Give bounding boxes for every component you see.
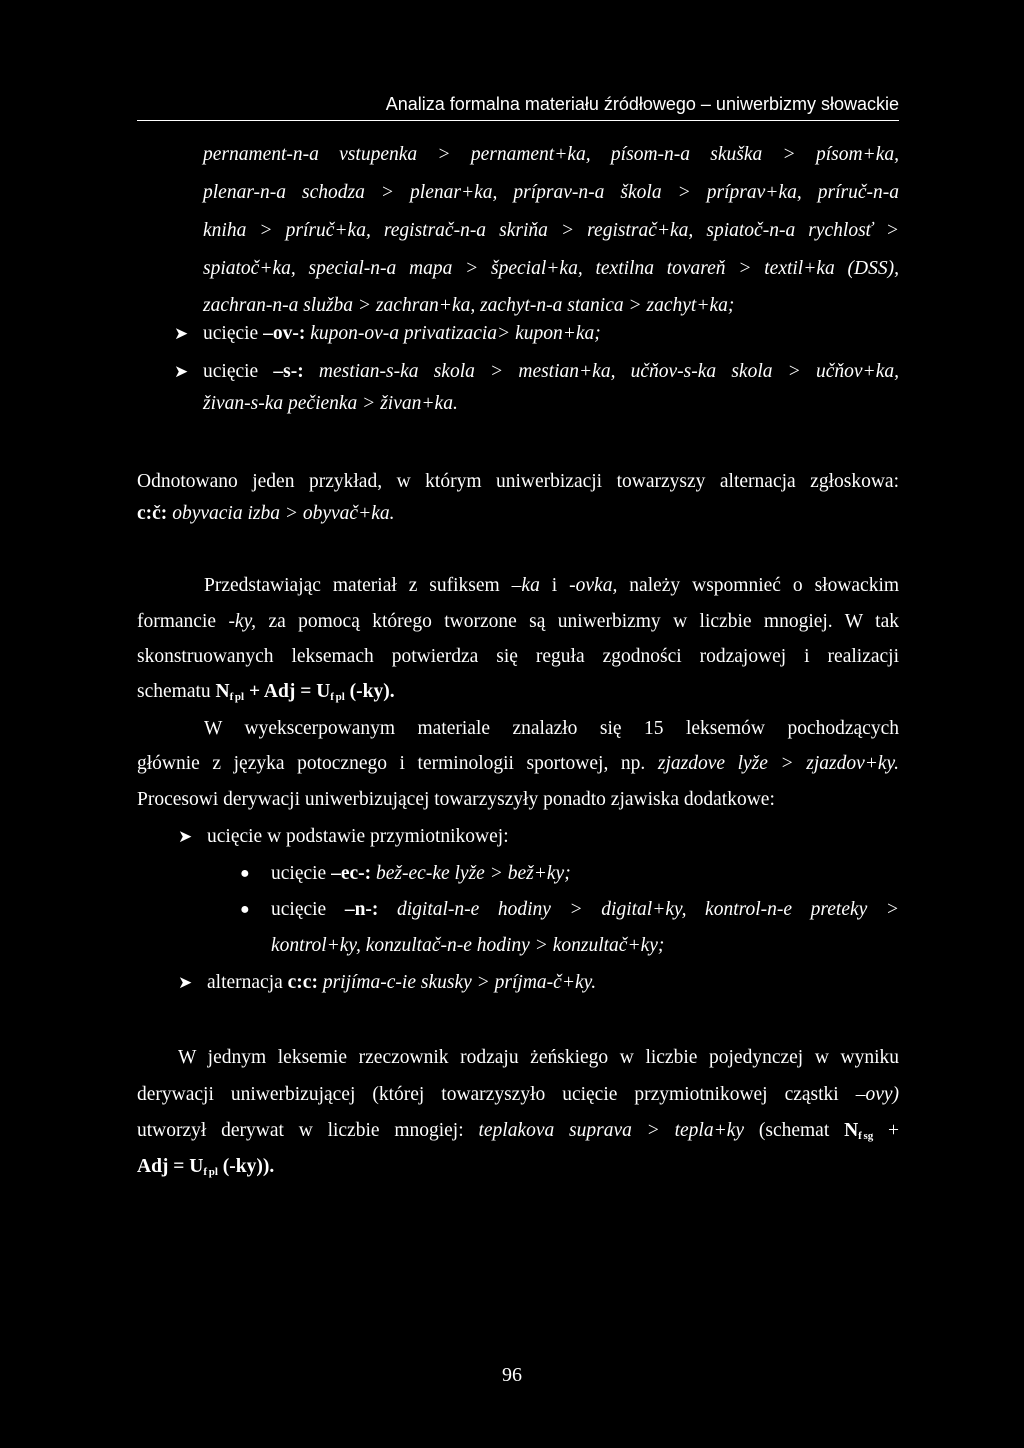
truncation-s-item <box>203 360 899 384</box>
truncation-suffix: –ec-: <box>331 863 372 884</box>
adjectival-truncation-item: ucięcie w podstawie przymiotnikowej: <box>207 826 509 847</box>
paragraph-count-line-1: W wyekscerpowanym materiale znalazło się 15 leksemów pochodzących <box>204 718 899 739</box>
truncation-example: digital-n-e hodiny > digital+ky, kontrol-n-e preteky > <box>397 899 900 920</box>
text-span: należy wspomnieć o słowackim <box>629 575 900 596</box>
schema-subscript: f <box>330 691 334 703</box>
example-line-2: plenar-n-a schodza > plenar+ka, príprav-n-a škola > príprav+ka, príruč-n-a <box>203 182 899 203</box>
example-line-3: kniha > príruč+ka, registrač-n-a skriňa > registrač+ka, spiatoč-n-a rychlosť > <box>203 220 899 241</box>
schema-subscript: sg <box>863 1130 874 1142</box>
truncation-label: ucięcie <box>271 899 327 920</box>
schema-symbol: U <box>316 681 331 702</box>
text-span: i <box>551 575 558 596</box>
alternation-item <box>207 971 596 995</box>
schema-symbol: N <box>215 681 230 702</box>
schema-subscript: pl <box>335 691 345 703</box>
example-line-1: pernament-n-a vstupenka > pernament+ka, písom-n-a skuška > písom+ka, <box>203 144 899 165</box>
text-span: derywacji uniwerbizującej (której towarzyszyło ucięcie przymiotnikowej cząstki <box>137 1084 839 1105</box>
paragraph-alternation-line-1: Odnotowano jeden przykład, w którym uniwerbizacji towarzyszy alternacja zgłoskowa: <box>137 471 899 492</box>
text-span: za pomocą którego tworzone są uniwerbizmy w liczbie mnogiej. W tak <box>268 611 899 632</box>
truncation-example: mestian-s-ka skola > mestian+ka, učňov-s-ka skola > učňov+ka, <box>318 361 899 382</box>
dot-bullet-icon: ● <box>240 901 250 918</box>
truncation-label: ucięcie <box>203 361 259 382</box>
schema-subscript: pl <box>234 691 245 703</box>
schema-symbol: Adj = <box>137 1156 185 1177</box>
arrow-bullet-icon: ➤ <box>178 973 193 992</box>
paragraph-ky-line-3: skonstruowanych leksemach potwierdza się reguła zgodności rodzajowej i realizacji <box>137 646 899 667</box>
alternation-example: obyvacia izba > obyvač+ka. <box>172 503 395 524</box>
text-span: utworzył derywat w liczbie mnogiej: <box>137 1120 464 1141</box>
example-line-4: spiatoč+ka, special-n-a mapa > špecial+ka, textilna tovareň > textil+ka (DSS), <box>203 258 899 279</box>
schema-formula <box>844 1120 873 1141</box>
alternation-code: c:c: <box>287 972 318 993</box>
example-text: teplakova suprava > tepla+ky <box>478 1120 745 1141</box>
truncation-example: bež-ec-ke lyže > bež+ky; <box>376 863 571 884</box>
paragraph-last-line-1: W jednym leksemie rzeczownik rodzaju żeńskiego w liczbie pojedynczej w wyniku <box>178 1047 899 1068</box>
truncation-n-example-cont: kontrol+ky, konzultač-n-e hodiny > konzultač+ky; <box>271 935 665 956</box>
truncation-s-example-cont: živan-s-ka pečienka > živan+ka. <box>203 393 458 414</box>
truncation-ec-item <box>271 862 571 886</box>
schema-formula <box>216 681 395 702</box>
suffix-ka: –ka <box>511 575 540 596</box>
example-line-5: zachran-n-a služba > zachran+ka, zachyt-n-a stanica > zachyt+ka; <box>203 295 735 316</box>
truncation-suffix: –n-: <box>344 899 379 920</box>
running-header: Analiza formalna materiału źródłowego – uniwerbizmy słowackie <box>137 92 899 121</box>
text-span: schematu <box>137 681 211 702</box>
paragraph-ky-line-2 <box>137 610 899 634</box>
suffix-ky: -ky, <box>228 611 257 632</box>
example-text: zjazdove lyže > zjazdov+ky. <box>657 753 899 774</box>
truncation-ov-item <box>203 322 601 346</box>
text-span: Przedstawiając materiał z sufiksem <box>204 575 500 596</box>
truncation-n-item <box>271 898 899 922</box>
page-number: 96 <box>502 1364 522 1386</box>
schema-symbol: (-ky). <box>349 681 395 702</box>
text-span: (schemat <box>758 1120 830 1141</box>
arrow-bullet-icon: ➤ <box>174 324 189 343</box>
schema-subscript: f <box>203 1166 208 1178</box>
truncation-label: ucięcie <box>203 323 259 344</box>
paragraph-last-line-3 <box>137 1119 899 1148</box>
suffix-ovy: –ovy) <box>855 1084 899 1105</box>
paragraph-last-line-2 <box>137 1083 899 1107</box>
text-span: + <box>888 1120 900 1141</box>
suffix-ovka: -ovka, <box>569 575 618 596</box>
dot-bullet-icon: ● <box>240 865 250 882</box>
truncation-example: kupon-ov-a privatizacia> kupon+ka; <box>310 323 601 344</box>
truncation-suffix: –ov-: <box>263 323 306 344</box>
paragraph-last-line-4 <box>137 1155 274 1184</box>
schema-symbol: U <box>189 1156 204 1177</box>
schema-symbol: (-ky)). <box>222 1156 275 1177</box>
text-span: głównie z języka potocznego i terminologii sportowej, np. <box>137 753 646 774</box>
alternation-label: alternacja <box>207 972 283 993</box>
paragraph-ky-line-1 <box>204 574 899 598</box>
paragraph-alternation-line-2 <box>137 502 395 526</box>
arrow-bullet-icon: ➤ <box>178 827 193 846</box>
schema-symbol: N <box>844 1120 859 1141</box>
schema-subscript: pl <box>208 1166 218 1178</box>
arrow-bullet-icon: ➤ <box>174 362 189 381</box>
paragraph-count-line-2 <box>137 752 899 776</box>
schema-subscript: f <box>229 691 234 703</box>
alternation-example: prijíma-c-ie skusky > príjma-č+ky. <box>322 972 597 993</box>
paragraph-ky-line-4 <box>137 680 395 709</box>
alternation-code: c:č: <box>137 503 168 524</box>
truncation-suffix: –s-: <box>273 361 304 382</box>
text-span: formancie <box>137 611 217 632</box>
truncation-label: ucięcie <box>271 863 327 884</box>
schema-subscript: f <box>858 1130 862 1142</box>
paragraph-count-line-3: Procesowi derywacji uniwerbizującej towarzyszyły ponadto zjawiska dodatkowe: <box>137 789 775 810</box>
schema-symbol: + Adj = <box>248 681 312 702</box>
